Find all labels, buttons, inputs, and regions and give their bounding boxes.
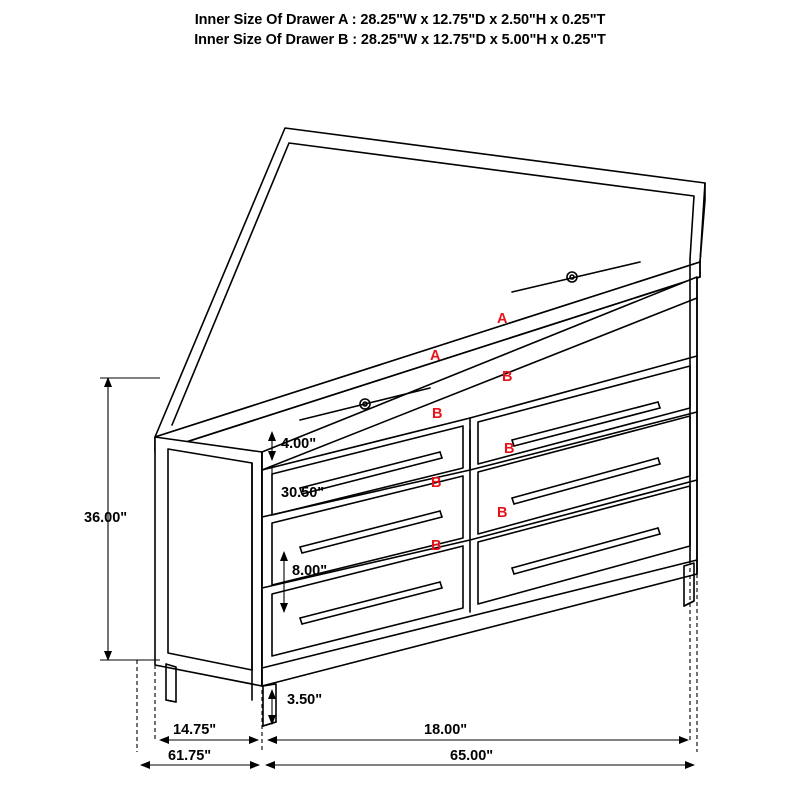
- dim-side-depth: 14.75": [173, 722, 217, 738]
- dim-top-drawer-gap: 4.00": [281, 436, 317, 452]
- drawer-b-4-label: B: [431, 475, 442, 491]
- drawer-a-right-label: A: [497, 311, 508, 327]
- dim-depth-total: 61.75": [168, 748, 212, 764]
- drawer-b-3-label: B: [504, 441, 515, 457]
- dim-lower-height: 8.00": [292, 563, 328, 579]
- drawer-b-5-label: B: [497, 505, 508, 521]
- drawer-b-2-label: B: [432, 406, 443, 422]
- dresser-body: [155, 128, 705, 726]
- dim-leg-height: 3.50": [287, 692, 323, 708]
- dim-height-total: 36.00": [84, 510, 128, 526]
- dim-width-total: 65.00": [450, 748, 494, 764]
- drawer-b-6-label: B: [431, 538, 442, 554]
- drawer-b-1-label: B: [502, 369, 513, 385]
- dim-front-width: 18.00": [424, 722, 468, 738]
- dim-mid-height: 30.50": [281, 485, 325, 501]
- drawer-a-left-label: A: [430, 348, 441, 364]
- drawer-a-size-note: Inner Size Of Drawer A : 28.25"W x 12.75"D x 2.50"H x 0.25"T: [194, 12, 606, 28]
- drawer-b-size-note: Inner Size Of Drawer B : 28.25"W x 12.75"D x 5.00"H x 0.25"T: [194, 32, 606, 48]
